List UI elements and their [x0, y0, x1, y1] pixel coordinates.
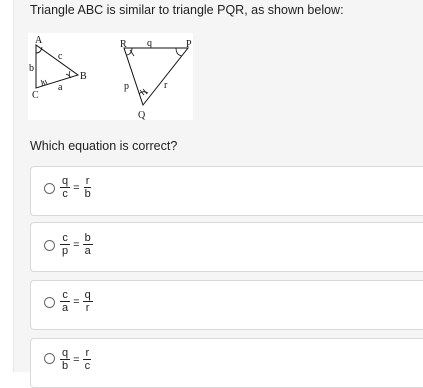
left-numerator: c	[62, 289, 68, 301]
right-fraction	[83, 347, 93, 372]
angle-a-arc	[36, 47, 42, 53]
triangle-abc	[36, 45, 78, 88]
label-vertex-q: Q	[138, 110, 146, 120]
right-denominator: a	[84, 245, 91, 257]
right-fraction	[83, 289, 93, 314]
label-side-q: q	[147, 38, 152, 49]
left-fraction	[60, 289, 70, 314]
label-side-a: a	[58, 82, 63, 93]
left-numerator: q	[62, 175, 69, 187]
right-numerator: b	[84, 232, 91, 244]
right-numerator: r	[85, 175, 90, 187]
left-denominator: b	[62, 360, 69, 372]
label-vertex-c: C	[32, 90, 39, 101]
angle-c-arc	[41, 80, 42, 86]
equals-sign: =	[73, 353, 80, 366]
answer-option-3[interactable]	[30, 280, 423, 330]
left-fraction	[60, 347, 70, 372]
right-denominator: c	[84, 360, 91, 372]
right-fraction	[83, 175, 93, 200]
angle-c-tick-1	[43, 81, 45, 85]
question-text: Triangle ABC is similar to triangle PQR, as shown below:	[30, 3, 344, 17]
label-side-r: r	[164, 80, 168, 91]
angle-p-arc	[176, 48, 182, 56]
triangles-diagram	[28, 33, 193, 120]
radio-button-icon[interactable]	[44, 240, 55, 251]
prompt-text: Which equation is correct?	[30, 139, 178, 153]
label-side-p: p	[124, 81, 129, 92]
left-denominator: c	[62, 188, 68, 200]
option-equation	[60, 175, 93, 200]
right-denominator: b	[84, 188, 91, 200]
left-numerator: c	[62, 232, 68, 244]
answer-option-2[interactable]	[30, 222, 423, 272]
left-fraction	[60, 175, 70, 200]
radio-button-icon[interactable]	[44, 297, 55, 308]
similar-triangles-figure	[28, 33, 193, 120]
answer-option-4[interactable]	[30, 338, 423, 388]
right-numerator: q	[84, 289, 91, 301]
label-vertex-b: B	[80, 71, 87, 82]
radio-button-icon[interactable]	[44, 353, 55, 364]
right-fraction	[83, 232, 93, 257]
answer-option-1[interactable]	[30, 166, 423, 216]
label-vertex-p: P	[186, 39, 192, 50]
label-vertex-a: A	[35, 35, 43, 46]
label-side-b: b	[29, 63, 34, 74]
equals-sign: =	[73, 181, 80, 194]
right-denominator: r	[85, 302, 90, 314]
left-denominator: p	[62, 245, 69, 257]
label-vertex-r: R	[120, 39, 127, 50]
equals-sign: =	[73, 295, 80, 308]
left-fraction	[60, 232, 70, 257]
option-equation	[60, 232, 93, 257]
right-numerator: r	[85, 347, 90, 359]
radio-button-icon[interactable]	[44, 183, 55, 194]
angle-c-tick-2	[45, 80, 47, 84]
equals-sign: =	[73, 238, 80, 251]
triangle-pqr	[124, 48, 188, 105]
left-numerator: q	[62, 347, 69, 359]
label-side-c: c	[58, 51, 63, 62]
option-equation	[60, 289, 93, 314]
option-equation	[60, 347, 92, 372]
left-denominator: a	[62, 302, 69, 314]
